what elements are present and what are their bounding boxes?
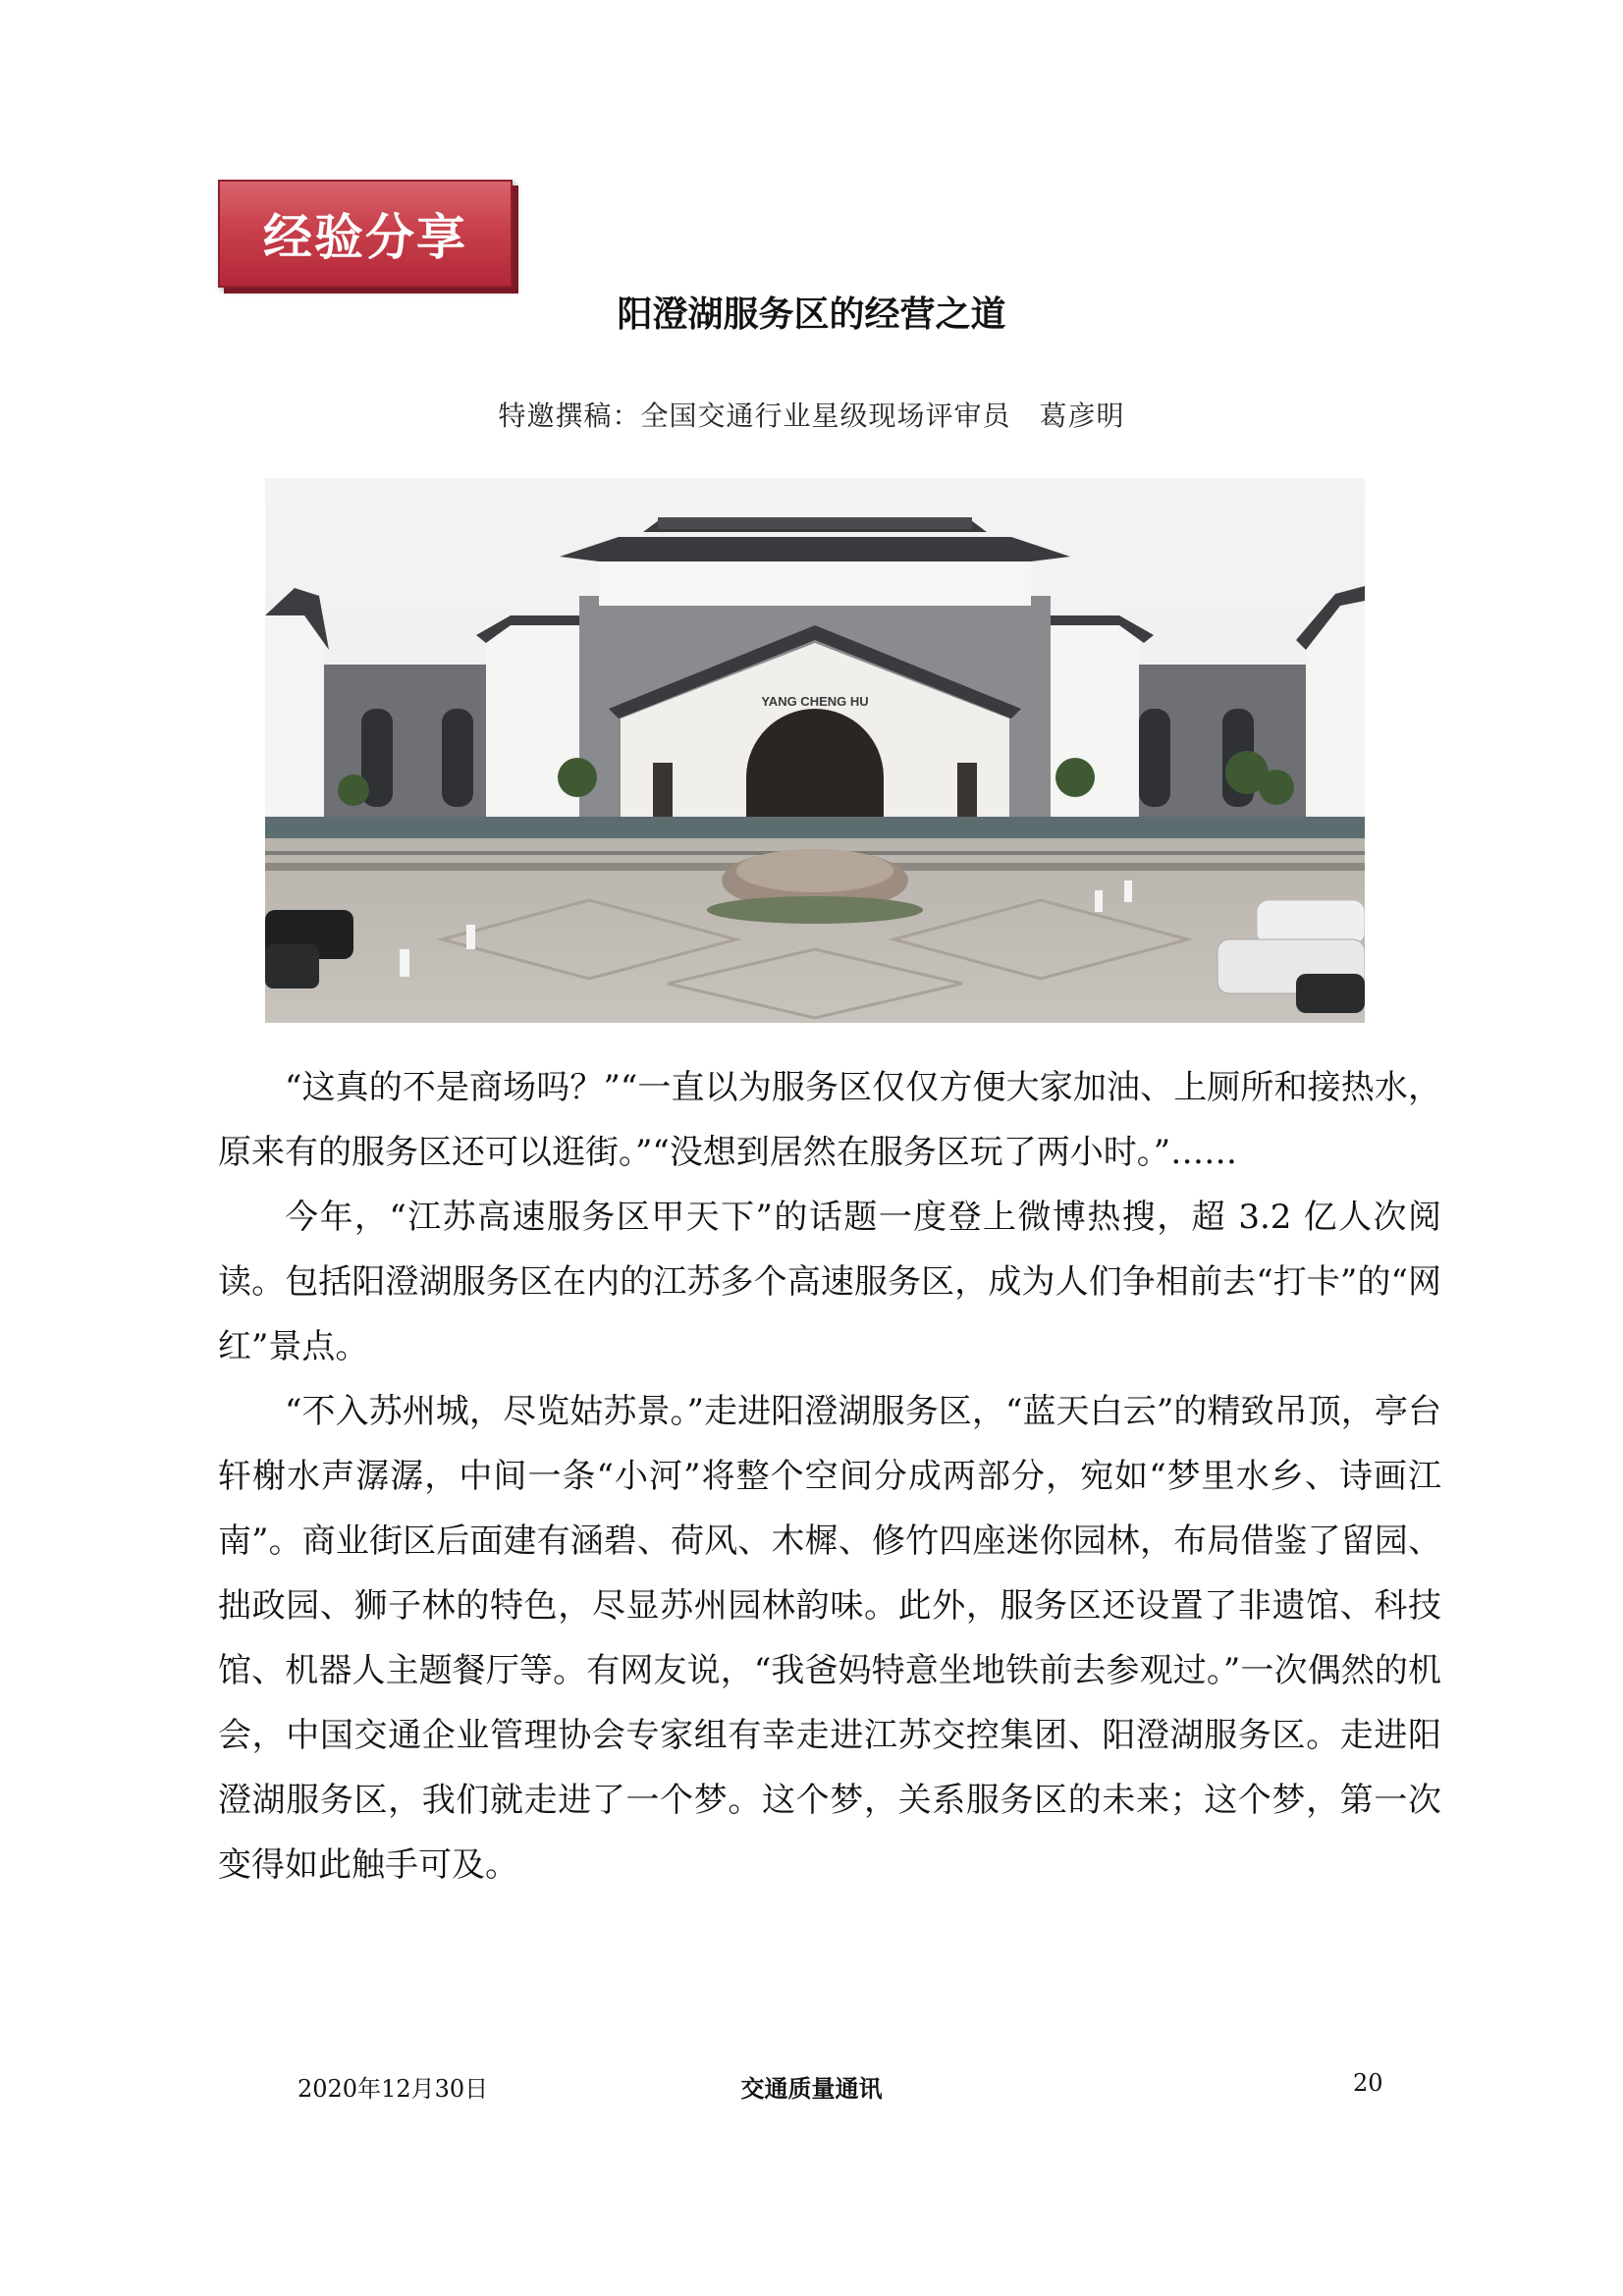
photo-sign-text: YANG CHENG HU xyxy=(761,694,869,709)
article-paragraph: 今年，“江苏高速服务区甲天下”的话题一度登上微博热搜，超 3.2 亿人次阅读。包括阳澄湖服务区在内的江苏多个高速服务区，成为人们争相前去“打卡”的“网红”景点。 xyxy=(218,1198,1441,1366)
section-badge-label: 经验分享 xyxy=(263,209,467,266)
section-badge xyxy=(218,180,513,288)
page-footer xyxy=(0,2069,1623,2109)
article-photo xyxy=(265,478,1365,1023)
footer-publication: 交通质量通讯 xyxy=(740,2075,883,2103)
article-title: 阳澄湖服务区的经营之道 xyxy=(617,294,1006,335)
article-byline: 特邀撰稿：全国交通行业星级现场评审员 葛彦明 xyxy=(498,400,1125,432)
article-body xyxy=(218,1055,1441,1897)
footer-date: 2020年12月30日 xyxy=(298,2075,489,2103)
article-paragraph: “这真的不是商场吗？”“一直以为服务区仅仅方便大家加油、上厕所和接热水，原来有的服务区还可以逛街。”“没想到居然在服务区玩了两小时。”…… xyxy=(218,1068,1441,1172)
page-number: 20 xyxy=(1353,2069,1383,2097)
article-paragraph: “不入苏州城，尽览姑苏景。”走进阳澄湖服务区，“蓝天白云”的精致吊顶，亭台轩榭水声潺潺，中间一条“小河”将整个空间分成两部分，宛如“梦里水乡、诗画江南”。商业街区后面建有涵碧、荷风、木樨、修竹四座迷你园林，布局借鉴了留园、拙政园、狮子林的特色，尽显苏州园林韵味。此外，服务区还设置了非遗馆、科技馆、机器人主题餐厅等。有网友说，“我爸妈特意坐地铁前去参观过。”一次偶然的机会，中国交通企业管理协会专家组有幸走进江苏交控集团、阳澄湖服务区。走进阳澄湖服务区，我们就走进了一个梦。这个梦，关系服务区的未来；这个梦，第一次变得如此触手可及。 xyxy=(218,1392,1441,1885)
